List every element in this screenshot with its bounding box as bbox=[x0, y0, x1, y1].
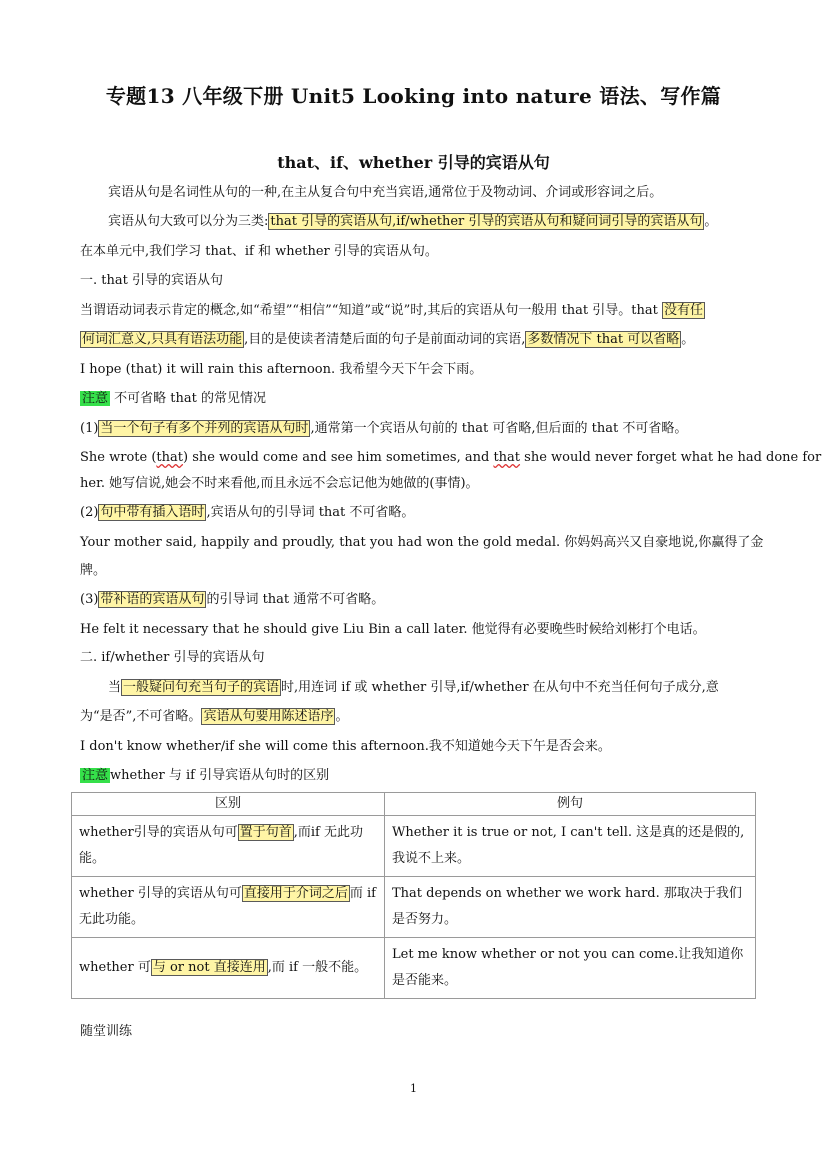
highlight: 置于句首 bbox=[239, 825, 292, 840]
case-3-example: He felt it necessary that he should give Liu Bin a call later. 他觉得有必要晚些时候给刘彬打个电话。 bbox=[80, 622, 706, 637]
section1-line-1 bbox=[80, 301, 760, 321]
table-cell: That depends on whether we work hard. 那取决于我们是否努力。 bbox=[385, 877, 756, 938]
text: ,而 if 一般不能。 bbox=[267, 960, 368, 975]
case-1-example-line-2: her. 她写信说,她会不时来看他,而且永远不会忘记他为她做的(事情)。 bbox=[80, 476, 479, 491]
section1-example: I hope (that) it will rain this afternoon. 我希望今天下午会下雨。 bbox=[80, 362, 483, 377]
section2-line-2 bbox=[80, 707, 760, 727]
highlight: 直接用于介词之后 bbox=[243, 886, 348, 901]
section2-heading: 二. if/whether 引导的宾语从句 bbox=[80, 650, 265, 665]
text: 不可省略 that 的常见情况 bbox=[110, 391, 266, 406]
text: She wrote ( bbox=[80, 450, 157, 465]
table-cell: Whether it is true or not, I can't tell. 这是真的还是假的,我说不上来。 bbox=[385, 816, 756, 877]
highlight: 带补语的宾语从句 bbox=[100, 592, 205, 607]
highlight: 宾语从句要用陈述语序 bbox=[203, 709, 334, 724]
table-row bbox=[72, 877, 756, 938]
section1-note bbox=[80, 389, 760, 409]
text: (2) bbox=[80, 505, 99, 520]
text: she would never forget what he had done for bbox=[520, 450, 822, 465]
section2-line-1 bbox=[108, 678, 788, 698]
text: ,目的是使读者清楚后面的句子是前面动词的宾语, bbox=[244, 332, 526, 347]
case-2 bbox=[80, 503, 760, 523]
text: whether 可 bbox=[79, 960, 151, 975]
text: ) she would come and see him sometimes, and bbox=[182, 450, 494, 465]
table-row bbox=[72, 816, 756, 877]
section2-example: I don't know whether/if she will come this afternoon.我不知道她今天下午是否会来。 bbox=[80, 739, 611, 754]
text: 当 bbox=[108, 680, 122, 695]
table-header-row bbox=[72, 793, 756, 816]
section1-heading: 一. that 引导的宾语从句 bbox=[80, 273, 223, 288]
highlight: 没有任 bbox=[663, 303, 703, 318]
highlight: 何词汇意义,只具有语法功能 bbox=[82, 332, 243, 347]
case-2-example-line-2: 牌。 bbox=[80, 563, 107, 578]
page-title: 专题13 八年级下册 Unit5 Looking into nature 语法、写作篇 bbox=[105, 84, 722, 108]
table-row bbox=[72, 938, 756, 999]
highlight: 一般疑问句充当句子的宾语 bbox=[123, 680, 280, 695]
table-header: 区别 bbox=[72, 793, 385, 816]
text: (1) bbox=[80, 421, 99, 436]
case-2-example-line-1: Your mother said, happily and proudly, that you had won the gold medal. 你妈妈高兴又自豪地说,你赢得了金 bbox=[80, 535, 764, 550]
text: ,宾语从句的引导词 that 不可省略。 bbox=[206, 505, 415, 520]
highlight: 与 or not 直接连用 bbox=[152, 960, 266, 975]
intro-paragraph-2 bbox=[108, 212, 788, 232]
practice-heading: 随堂训练 bbox=[80, 1024, 133, 1039]
highlight: 当一个句子有多个并列的宾语从句时 bbox=[100, 421, 309, 436]
intro-paragraph-1: 宾语从句是名词性从句的一种,在主从复合句中充当宾语,通常位于及物动词、介词或形容词之后。 bbox=[108, 185, 663, 200]
case-3 bbox=[80, 590, 760, 610]
section2-note bbox=[80, 766, 760, 786]
text: 。 bbox=[681, 332, 695, 347]
table-cell: Let me know whether or not you can come.让我知道你是否能来。 bbox=[385, 938, 756, 999]
text: that bbox=[493, 450, 521, 465]
page-number: 1 bbox=[410, 1082, 417, 1095]
table-cell bbox=[72, 816, 385, 877]
section-subtitle: that、if、whether 引导的宾语从句 bbox=[277, 153, 550, 172]
case-1-example-line-1 bbox=[80, 448, 822, 468]
section1-line-2 bbox=[80, 330, 760, 350]
text: whether引导的宾语从句可 bbox=[79, 825, 238, 840]
text: whether 与 if 引导宾语从句时的区别 bbox=[110, 768, 330, 783]
text: 。 bbox=[335, 709, 349, 724]
highlight: 多数情况下 that 可以省略 bbox=[527, 332, 680, 347]
table-cell bbox=[72, 877, 385, 938]
note-label: 注意 bbox=[82, 391, 109, 406]
text: 当谓语动词表示肯定的概念,如“希望”“相信”“知道”或“说”时,其后的宾语从句一般用 that 引导。that bbox=[80, 303, 662, 318]
text: that bbox=[156, 450, 183, 465]
table-header: 例句 bbox=[385, 793, 756, 816]
text: ,通常第一个宾语从句前的 that 可省略,但后面的 that 不可省略。 bbox=[310, 421, 688, 436]
text: 时,用连词 if 或 whether 引导,if/whether 在从句中不充当任何句子成分,意 bbox=[281, 680, 719, 695]
text: 宾语从句大致可以分为三类: bbox=[108, 214, 269, 229]
comparison-table bbox=[71, 792, 756, 999]
text: 的引导词 that 通常不可省略。 bbox=[206, 592, 385, 607]
case-1 bbox=[80, 419, 760, 439]
highlight: that 引导的宾语从句,if/whether 引导的宾语从句和疑问词引导的宾语从句 bbox=[270, 214, 703, 229]
text: 。 bbox=[704, 214, 718, 229]
text: whether 引导的宾语从句可 bbox=[79, 886, 242, 901]
text: ,而if 无此功能。 bbox=[79, 825, 363, 866]
intro-paragraph-3: 在本单元中,我们学习 that、if 和 whether 引导的宾语从句。 bbox=[80, 244, 438, 259]
text: (3) bbox=[80, 592, 99, 607]
text: 为“是否”,不可省略。 bbox=[80, 709, 202, 724]
note-label: 注意 bbox=[82, 768, 109, 783]
text: 而 if 无此功能。 bbox=[79, 886, 376, 927]
highlight: 句中带有插入语时 bbox=[100, 505, 205, 520]
table-cell bbox=[72, 938, 385, 999]
